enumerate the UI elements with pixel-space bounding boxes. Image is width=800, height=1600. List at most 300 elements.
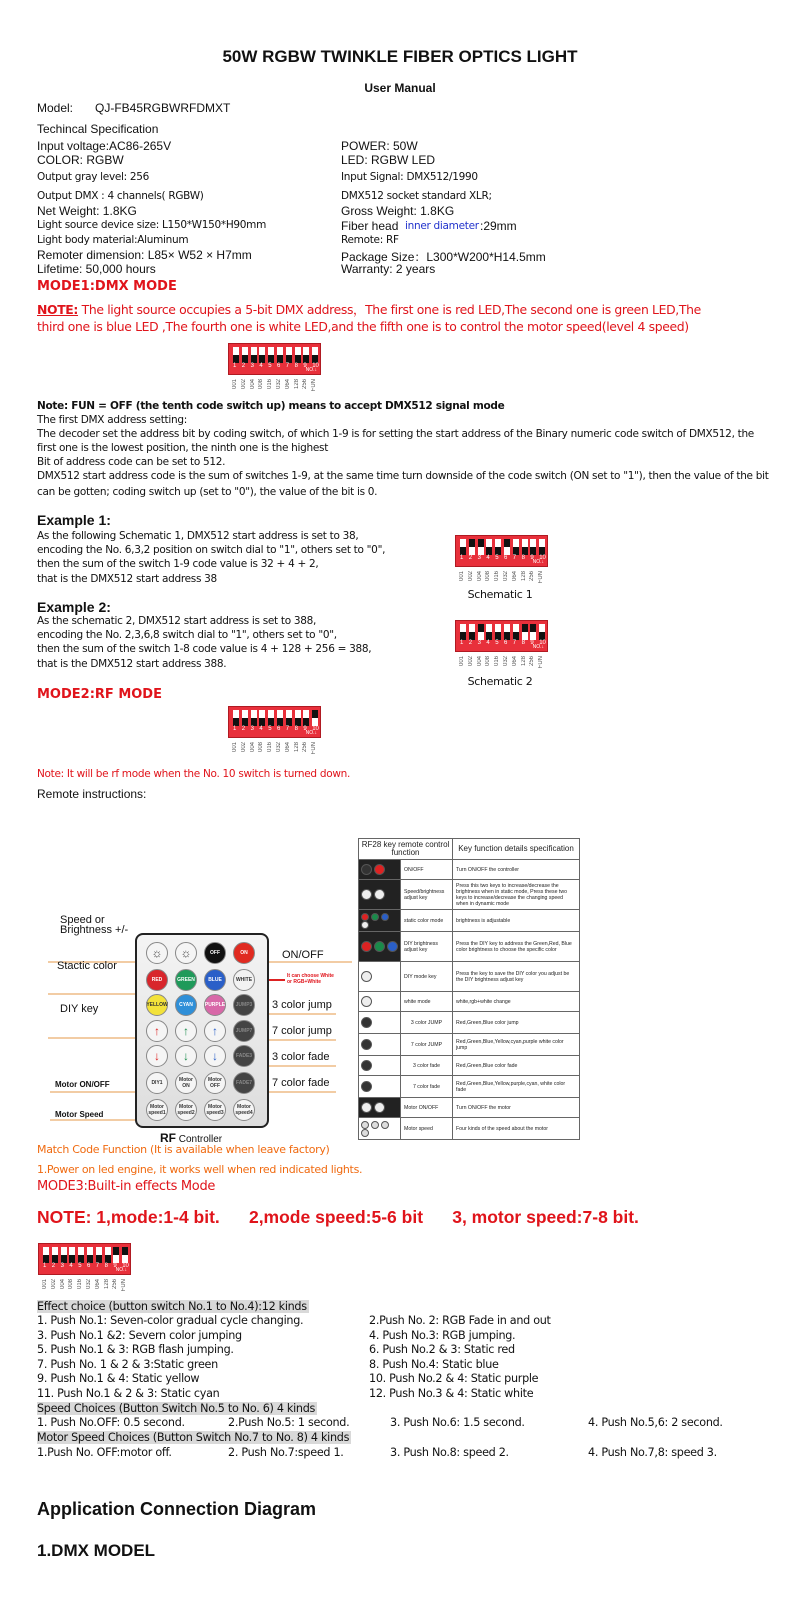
model-label: Model: <box>37 101 74 115</box>
dip-value-label: 008 <box>258 379 265 390</box>
dip-value-label: 064 <box>511 656 518 667</box>
remote-button-jump7[interactable]: JUMP7 <box>233 1020 255 1042</box>
effect-choice-header <box>37 1300 309 1313</box>
effect-item: 12. Push No.3 & 4: Static white <box>369 1387 534 1400</box>
dip-toggle-7[interactable] <box>96 1247 102 1263</box>
mode3-title: MODE3:Built-in effects Mode <box>37 1179 216 1194</box>
label-onoff: ON/OFF <box>282 949 324 961</box>
key-name: 7 color JUMP <box>401 1034 453 1056</box>
dip-value-label: 064 <box>284 379 291 390</box>
key-icon <box>361 1060 372 1071</box>
dmx-text-line: Bit of address code can be set to 512. <box>37 456 226 468</box>
dip-number: 2 <box>468 555 473 561</box>
dip-number: 10 <box>539 555 546 561</box>
dip-number: 9 <box>530 640 534 646</box>
dip-toggle-4[interactable] <box>69 1247 75 1263</box>
mode1-note-line2: third one is blue LED ,The fourth one is white LED,and the fifth one is to control the motor speed(level 4 speed) <box>37 319 689 334</box>
key-icon <box>361 996 372 1007</box>
dmx-text-line: can be gotten; coding switch up (set to "0"), the value of the bit is 0. <box>37 486 378 498</box>
match-code-heading: Match Code Function (It is available when leave factory) <box>37 1143 330 1156</box>
effect-item: 10. Push No.2 & 4: Static purple <box>369 1372 539 1386</box>
label-3-color-jump: 3 color jump <box>272 999 332 1011</box>
remote-button-white[interactable]: WHITE <box>233 969 255 991</box>
dip-value-label: 008 <box>258 742 265 753</box>
dip-number: 7 <box>512 640 517 646</box>
dip-number: 1 <box>233 726 237 732</box>
remote-button-motor-speed3[interactable]: Motor speed3 <box>204 1099 226 1121</box>
label-7-color-jump: 7 color jump <box>272 1025 332 1037</box>
key-image <box>359 1012 401 1034</box>
dip-number: 9 <box>303 363 307 369</box>
label-static-color: Stactic color <box>57 960 117 972</box>
key-image <box>359 1056 401 1076</box>
key-icon <box>361 921 369 929</box>
dip-value-label: 002 <box>467 656 474 667</box>
key-name: 3 color fade <box>401 1056 453 1076</box>
label-diy-key: DIY key <box>60 1003 99 1015</box>
key-name: Motor speed <box>401 1118 453 1140</box>
dip-value-label: 001 <box>459 571 465 582</box>
remote-button-motor-speed4[interactable]: Motor speed4 <box>233 1099 255 1121</box>
dip-value-label: 001 <box>232 742 238 753</box>
key-name: Speed/brightness adjust key <box>401 880 453 910</box>
table-header-details: Key function details specification <box>453 839 580 860</box>
motor-speed-header <box>37 1431 351 1444</box>
key-description: Red,Green,Blue,Yellow,cyan,purple white color jump <box>453 1034 580 1056</box>
label-7-color-fade: 7 color fade <box>272 1077 330 1089</box>
dip-value-label: 032 <box>86 1279 92 1290</box>
key-icon <box>361 941 372 952</box>
key-description: brightness is adjustable <box>453 910 580 932</box>
key-description: Red,Green,Blue color jump <box>453 1012 580 1034</box>
spec-left-0: Input voltage:AC86-265V <box>37 139 172 153</box>
table-row <box>359 1012 580 1034</box>
key-name: 7 color fade <box>401 1076 453 1098</box>
dip-number: 6 <box>504 555 508 561</box>
white-note: It can choose White or RGB+White <box>287 973 334 985</box>
dip-value-label: 016 <box>494 571 501 582</box>
dip-value-label: 004 <box>476 571 483 582</box>
spec-right-7: Package Size：L300*W200*H14.5mm <box>341 250 546 264</box>
dip-switch-body <box>38 1243 131 1275</box>
dip-toggle-2[interactable] <box>52 1247 58 1263</box>
key-icon <box>361 1102 372 1113</box>
dip-number: 10 <box>539 640 546 646</box>
speed-item: 3. Push No.6: 1.5 second. <box>390 1416 525 1429</box>
dip-value-label: 064 <box>94 1279 101 1290</box>
dip-value-label: 128 <box>293 742 300 753</box>
example1-line: then the sum of the switch 1-9 code value is 32 + 4 + 2, <box>37 558 319 570</box>
spec-left-1: COLOR: RGBW <box>37 153 124 167</box>
dip-value-label: 002 <box>50 1279 57 1290</box>
dip-value-label: 256 <box>112 1279 119 1290</box>
speed-item: 1. Push No.OFF: 0.5 second. <box>37 1416 185 1429</box>
remote-button--[interactable]: ↑ <box>146 1020 168 1042</box>
fiber-value: :29mm <box>480 219 517 233</box>
remote-button-fade7[interactable]: FADE7 <box>233 1072 255 1094</box>
dip-number: 8 <box>294 726 298 732</box>
key-description: Turn ON/OFF the controller <box>453 860 580 880</box>
remote-button-red[interactable]: RED <box>146 969 168 991</box>
dip-number: 7 <box>512 555 517 561</box>
dip-number: 7 <box>285 363 290 369</box>
effect-item: 8. Push No.4: Static blue <box>369 1357 499 1371</box>
spec-left-7: Remoter dimension: L85× W52 × H7mm <box>37 248 252 262</box>
key-icon <box>371 913 379 921</box>
dip-value-label: 008 <box>485 656 492 667</box>
speed-choice-header <box>37 1402 317 1415</box>
table-row <box>359 992 580 1012</box>
dip-value-label: 001 <box>42 1279 48 1290</box>
dip-value-label: 016 <box>267 379 274 390</box>
dmx-text-line: first one is the lowest position, the ninth one is the highest <box>37 442 329 454</box>
dip-no-label: NO.↓ <box>305 730 317 736</box>
dip-no-label: NO.↓ <box>115 1267 127 1273</box>
remote-button-purple[interactable]: PURPLE <box>204 994 226 1016</box>
dip-value-label: 064 <box>511 571 518 582</box>
spec-left-3: Output DMX : 4 channels( RGBW) <box>37 190 204 202</box>
dip-number: 6 <box>277 726 281 732</box>
dip-value-label: FUN <box>538 571 545 584</box>
key-image <box>359 1098 401 1118</box>
remote-instructions: Remote instructions: <box>37 787 147 801</box>
key-name: ON/OFF <box>401 860 453 880</box>
dip-number: 8 <box>104 1263 108 1269</box>
spec-right-5: Fiber head <box>341 219 399 233</box>
mode1-note-line1: NOTE: The light source occupies a 5-bit DMX address，The first one is red LED,The second one is green LED,The <box>37 302 701 317</box>
key-icon <box>361 889 372 900</box>
key-description: Red,Green,Blue,Yellow,purple,cyan, white color fade <box>453 1076 580 1098</box>
key-description: Press the key to save the DIY color you adjust be the DIY brightness adjust key <box>453 962 580 992</box>
mode1-title: MODE1:DMX MODE <box>37 279 177 294</box>
key-image <box>359 860 401 880</box>
spec-right-2: Input Signal: DMX512/1990 <box>341 171 478 183</box>
spec-right-1: LED: RGBW LED <box>341 153 436 167</box>
subtitle: User Manual <box>364 81 436 95</box>
example2-line: that is the DMX512 start address 388. <box>37 658 227 670</box>
dip-number: 10 <box>122 1263 129 1269</box>
effect-header-text: Effect choice (button switch No.1 to No.4):12 kinds <box>37 1300 307 1313</box>
example1-line: that is the DMX512 start address 38 <box>37 573 217 585</box>
key-image <box>359 910 401 932</box>
dip-number: 5 <box>268 726 272 732</box>
motor-header-text: Motor Speed Choices (Button Switch No.7 to No. 8) 4 kinds <box>37 1431 350 1444</box>
dip-value-label: 128 <box>293 379 300 390</box>
key-image <box>359 1076 401 1098</box>
dip-value-label: FUN <box>121 1279 128 1292</box>
example1-title: Example 1: <box>37 512 111 528</box>
dip-value-label: FUN <box>311 742 318 755</box>
dip-number: 2 <box>468 640 473 646</box>
remote-button-fade3[interactable]: FADE3 <box>233 1045 255 1067</box>
key-name: Motor ON/OFF <box>401 1098 453 1118</box>
mode2-title: MODE2:RF MODE <box>37 687 162 702</box>
dip-number: 4 <box>486 555 490 561</box>
key-icon <box>374 1102 385 1113</box>
key-description: Red,Green,Blue color fade <box>453 1056 580 1076</box>
schematic2-caption: Schematic 2 <box>467 675 533 688</box>
speed-item: 4. Push No.5,6: 2 second. <box>588 1416 723 1429</box>
dip-no-label: NO.↓ <box>532 644 544 650</box>
dip-number: 5 <box>268 363 272 369</box>
spec-right-8: Warranty: 2 years <box>341 262 436 276</box>
dip-number: 2 <box>241 726 246 732</box>
dip-value-label: 032 <box>503 656 509 667</box>
example1-line: As the following Schematic 1, DMX512 start address is set to 38, <box>37 530 359 542</box>
dip-number: 1 <box>460 640 464 646</box>
dip-value-label: FUN <box>311 379 318 392</box>
dmx-text-line: The decoder set the address bit by coding switch, of which 1-9 is for setting the start address of the Binary numeric code switch of DMX512, the <box>37 428 754 440</box>
dip-number: 6 <box>277 363 281 369</box>
dip-value-label: 032 <box>503 571 509 582</box>
key-icon <box>361 1121 369 1129</box>
dip-value-label: 016 <box>267 742 274 753</box>
key-image <box>359 1034 401 1056</box>
remote-button-cyan[interactable]: CYAN <box>175 994 197 1016</box>
key-icon <box>387 941 398 952</box>
dip-number: 9 <box>303 726 307 732</box>
spec-right-4: Gross Weight: 1.8KG <box>341 204 455 218</box>
dmx-text-line: DMX512 start address code is the sum of switches 1-9, at the same time turn downside of the code switch (ON set to "1"), then the value of the bit <box>37 470 769 482</box>
dip-no-label: NO.↓ <box>532 559 544 565</box>
dip-value-label: 032 <box>276 742 282 753</box>
dip-number: 3 <box>477 555 481 561</box>
remote-button-motor-on[interactable]: Motor ON <box>175 1072 197 1094</box>
table-row <box>359 1056 580 1076</box>
remote-button-on[interactable]: ON <box>233 942 255 964</box>
remote-footer: RF Controller <box>160 1131 223 1145</box>
remote-button--[interactable]: ☼ <box>175 942 197 964</box>
dip-number: 1 <box>43 1263 47 1269</box>
dip-number: 4 <box>486 640 490 646</box>
dip-number: 2 <box>241 363 246 369</box>
remote-button-off[interactable]: OFF <box>204 942 226 964</box>
spec-left-4: Net Weight: 1.8KG <box>37 204 137 218</box>
remote-button--[interactable]: ↑ <box>175 1020 197 1042</box>
remote-button-motor-off[interactable]: Motor OFF <box>204 1072 226 1094</box>
effect-item: 7. Push No. 1 & 2 & 3:Static green <box>37 1357 218 1371</box>
spec-left-2: Output gray level: 256 <box>37 171 150 183</box>
key-icon <box>361 1081 372 1092</box>
dip-number: 8 <box>294 363 298 369</box>
dip-value-label: 008 <box>485 571 492 582</box>
dip-value-label: 256 <box>529 656 536 667</box>
dip-number: 3 <box>250 726 254 732</box>
remote-button-jump3[interactable]: JUMP3 <box>233 994 255 1016</box>
dip-toggle-6[interactable] <box>87 1247 93 1263</box>
dip-value-label: 001 <box>459 656 465 667</box>
dip-value-label: FUN <box>538 656 545 669</box>
dip-toggle-1[interactable] <box>43 1247 49 1263</box>
dip-number: 2 <box>51 1263 56 1269</box>
key-image <box>359 992 401 1012</box>
dip-toggle-8[interactable] <box>105 1247 111 1263</box>
dip-number: 3 <box>250 363 254 369</box>
dip-value-label: 128 <box>520 571 527 582</box>
fiber-inner-diameter: inner diameter <box>405 220 479 232</box>
key-icon <box>374 864 385 875</box>
power-on-note: 1.Power on led engine, it works well when red indicated lights. <box>37 1163 363 1176</box>
key-image <box>359 932 401 962</box>
dip-number: 1 <box>460 555 464 561</box>
dip-value-label: 064 <box>284 742 291 753</box>
dip-number: 7 <box>285 726 290 732</box>
dip-number: 4 <box>259 363 263 369</box>
key-icon <box>361 1039 372 1050</box>
key-name: static color mode <box>401 910 453 932</box>
rf-note: Note: It will be rf mode when the No. 10 switch is turned down. <box>37 768 350 780</box>
example2-line: As the schematic 2, DMX512 start address is set to 388, <box>37 615 317 627</box>
dip-number: 3 <box>60 1263 64 1269</box>
dip-value-label: 128 <box>520 656 527 667</box>
dip-number: 5 <box>495 640 499 646</box>
remote-button-motor-speed1[interactable]: Motor speed1 <box>146 1099 168 1121</box>
table-row <box>359 910 580 932</box>
label-motor-onoff: Motor ON/OFF <box>55 1080 110 1089</box>
dip-number: 5 <box>495 555 499 561</box>
spec-heading: Techincal Specification <box>37 122 159 136</box>
label-3-color-fade: 3 color fade <box>272 1051 330 1063</box>
remote-button--[interactable]: ☼ <box>146 942 168 964</box>
key-image <box>359 1118 401 1140</box>
key-icon <box>381 1121 389 1129</box>
spec-right-0: POWER: 50W <box>341 139 418 153</box>
dip-number: 3 <box>477 640 481 646</box>
remote-button--[interactable]: ↓ <box>204 1045 226 1067</box>
table-row <box>359 962 580 992</box>
dip-number: 9 <box>530 555 534 561</box>
example2-line: encoding the No. 2,3,6,8 switch dial to "1", others set to "0", <box>37 629 337 641</box>
dip-number: 8 <box>521 555 525 561</box>
dip-number: 9 <box>113 1263 117 1269</box>
dip-value-label: 002 <box>240 379 247 390</box>
model-value: QJ-FB45RGBWRFDMXT <box>95 101 231 115</box>
effect-item: 4. Push No.3: RGB jumping. <box>369 1328 516 1342</box>
schematic1-caption: Schematic 1 <box>467 588 533 601</box>
key-icon <box>361 971 372 982</box>
app-connection-heading: Application Connection Diagram <box>37 1499 317 1519</box>
effect-item: 5. Push No.1 & 3: RGB flash jumping. <box>37 1343 234 1357</box>
table-row <box>359 1098 580 1118</box>
remote-button-blue[interactable]: BLUE <box>204 969 226 991</box>
key-icon <box>374 889 385 900</box>
key-image <box>359 962 401 992</box>
key-icon <box>361 864 372 875</box>
key-description: white,rgb+white change <box>453 992 580 1012</box>
dmx-text-line: The first DMX address setting: <box>37 414 187 426</box>
motor-item: 4. Push No.7,8: speed 3. <box>588 1446 717 1459</box>
dip-value-label: 256 <box>302 742 309 753</box>
dip-number: 6 <box>87 1263 91 1269</box>
effect-item: 2.Push No. 2: RGB Fade in and out <box>369 1314 551 1327</box>
dip-value-label: 008 <box>68 1279 75 1290</box>
remote-button--[interactable]: ↓ <box>146 1045 168 1067</box>
dip-toggle-9[interactable] <box>113 1247 119 1263</box>
effect-item: 3. Push No.1 &2: Severn color jumping <box>37 1328 242 1342</box>
motor-item: 1.Push No. OFF:motor off. <box>37 1446 172 1459</box>
table-row <box>359 932 580 962</box>
key-icon <box>371 1121 379 1129</box>
key-name: DIY brightness adjust key <box>401 932 453 962</box>
table-row <box>359 860 580 880</box>
dip-number: 4 <box>259 726 263 732</box>
dip-toggle-10[interactable] <box>122 1247 128 1263</box>
dip-value-label: 004 <box>59 1279 66 1290</box>
page-title: 50W RGBW TWINKLE FIBER OPTICS LIGHT <box>222 47 578 66</box>
dip-number: 10 <box>312 726 319 732</box>
effect-item: 9. Push No.1 & 4: Static yellow <box>37 1372 200 1386</box>
example2-title: Example 2: <box>37 599 111 615</box>
key-description: Press the DIY key to address the Green,Red, Blue color brightness to choose the specific color <box>453 932 580 962</box>
label-motor-speed: Motor Speed <box>55 1110 104 1119</box>
remote-button--[interactable]: ↓ <box>175 1045 197 1067</box>
dip-number: 6 <box>504 640 508 646</box>
remote-button-diy1[interactable]: DIY1 <box>146 1072 168 1094</box>
dip-value-label: 002 <box>467 571 474 582</box>
key-description: Turn ON/OFF the motor <box>453 1098 580 1118</box>
mode3-note: NOTE: 1,mode:1-4 bit. 2,mode speed:5-6 bit 3, motor speed:7-8 bit. <box>37 1207 639 1227</box>
dip-value-label: 256 <box>529 571 536 582</box>
remote-button--[interactable]: ↑ <box>204 1020 226 1042</box>
dip-toggle-5[interactable] <box>78 1247 84 1263</box>
label-speed-brightness: Speed or Brightness +/- <box>60 914 129 936</box>
table-header-function: RF28 key remote control function <box>359 839 453 860</box>
key-icon <box>381 913 389 921</box>
key-description: Press this two keys to increase/decrease the brightness when in static mode, Press these two keys to increase/decrease the changing speed when in dynamic mode <box>453 880 580 910</box>
example2-line: then the sum of the switch 1-8 code value is 4 + 128 + 256 = 388, <box>37 643 372 655</box>
remote-button-green[interactable]: GREEN <box>175 969 197 991</box>
dip-value-label: 032 <box>276 379 282 390</box>
dip-number: 4 <box>69 1263 73 1269</box>
effect-item: 1. Push No.1: Seven-color gradual cycle changing. <box>37 1314 304 1327</box>
dip-value-label: 002 <box>240 742 247 753</box>
dip-toggle-3[interactable] <box>61 1247 67 1263</box>
dip-no-label: NO.↓ <box>305 367 317 373</box>
key-icon <box>374 941 385 952</box>
key-icon <box>361 1129 369 1137</box>
key-icon <box>361 1017 372 1028</box>
dip-number: 8 <box>521 640 525 646</box>
dip-value-label: 004 <box>249 379 256 390</box>
dmx-model-heading: 1.DMX MODEL <box>37 1541 156 1560</box>
dip-value-label: 004 <box>476 656 483 667</box>
effect-item: 6. Push No.2 & 3: Static red <box>369 1343 515 1357</box>
table-row <box>359 1118 580 1140</box>
motor-item: 3. Push No.8: speed 2. <box>390 1446 509 1459</box>
dip-number: 7 <box>95 1263 100 1269</box>
example1-line: encoding the No. 6,3,2 position on switch dial to "1", others set to "0", <box>37 544 386 556</box>
key-image <box>359 880 401 910</box>
key-name: DIY mode key <box>401 962 453 992</box>
dip-number: 10 <box>312 363 319 369</box>
key-description: Four kinds of the speed about the motor <box>453 1118 580 1140</box>
spec-right-3: DMX512 socket standard XLR; <box>341 190 492 202</box>
spec-left-8: Lifetime: 50,000 hours <box>37 262 156 276</box>
key-icon <box>361 913 369 921</box>
motor-item: 2. Push No.7:speed 1. <box>228 1446 344 1459</box>
key-name: 3 color JUMP <box>401 1012 453 1034</box>
remote-button-yellow[interactable]: YELLOW <box>146 994 168 1016</box>
dip-value-label: 016 <box>494 656 501 667</box>
remote-button-motor-speed2[interactable]: Motor speed2 <box>175 1099 197 1121</box>
speed-header-text: Speed Choices (Button Switch No.5 to No. 6) 4 kinds <box>37 1402 316 1415</box>
dip-number: 1 <box>233 363 237 369</box>
speed-item: 2.Push No.5: 1 second. <box>228 1416 350 1429</box>
effect-item: 11. Push No.1 & 2 & 3: Static cyan <box>37 1387 220 1400</box>
dip-value-label: 128 <box>103 1279 110 1290</box>
table-row <box>359 1076 580 1098</box>
table-row <box>359 1034 580 1056</box>
